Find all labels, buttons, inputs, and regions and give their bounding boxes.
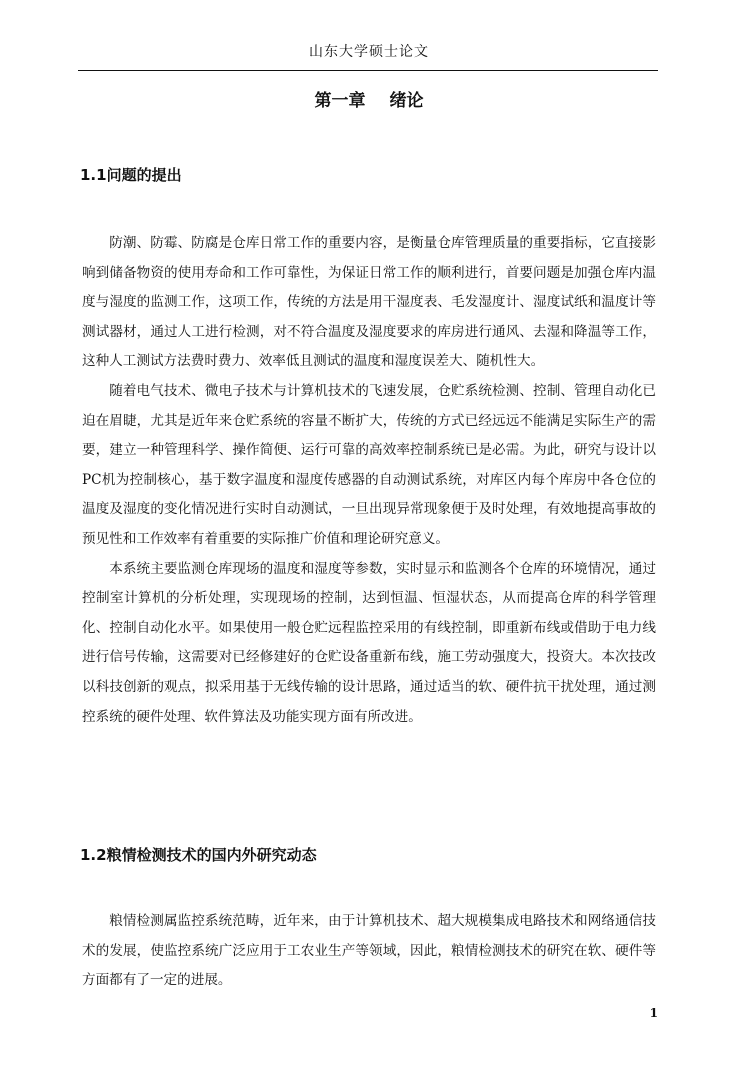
header-rule [78,70,658,71]
section-1-2-body [82,907,656,996]
running-header: 山东大学硕士论文 [309,44,429,60]
paragraph: 随着电气技术、微电子技术与计算机技术的飞速发展，仓贮系统检测、控制、管理自动化已迫在眉睫，尤其是近年来仓贮系统的容量不断扩大，传统的方式已经远远不能满足实际生产的需要，建立一种管理科学、操作简便、运行可靠的高效率控制系统已是必需。为此，研究与设计以PC机为控制核心，基于数字温度和湿度传感器的自动测试系统，对库区内每个库房中各仓位的温度及湿度的变化情况进行实时自动测试，一旦出现异常现象便于及时处理，有效地提高事故的预见性和工作效率有着重要的实际推广价值和理论研究意义。 [82,382,656,547]
section-1-1-body [82,229,656,732]
section-heading-1-1: 1.1问题的提出 [80,166,182,184]
paragraph: 防潮、防霉、防腐是仓库日常工作的重要内容，是衡量仓库管理质量的重要指标，它直接影响到储备物资的使用寿命和工作可靠性，为保证日常工作的顺利进行，首要问题是加强仓库内温度与湿度的监测工作，这项工作，传统的方法是用干湿度表、毛发湿度计、湿度试纸和温度计等测试器材，通过人工进行检测，对不符合温度及湿度要求的库房进行通风、去湿和降温等工作，这种人工测试方法费时费力、效率低且测试的温度和湿度误差大、随机性大。 [82,235,656,370]
paragraph: 粮情检测属监控系统范畴，近年来，由于计算机技术、超大规模集成电路技术和网络通信技术的发展，使监控系统广泛应用于工农业生产等领域，因此，粮情检测技术的研究在软、硬件等方面都有了一定的进展。 [82,913,656,989]
section-heading-1-2: 1.2粮情检测技术的国内外研究动态 [80,846,317,864]
chapter-title: 第一章 绪论 [314,91,424,111]
paragraph: 本系统主要监测仓库现场的温度和湿度等参数，实时显示和监测各个仓库的环境情况，通过控制室计算机的分析处理，实现现场的控制，达到恒温、恒湿状态，从而提高仓库的科学管理化、控制自动化水平。如果使用一般仓贮远程监控采用的有线控制，即重新布线或借助于电力线进行信号传输，这需要对已经修建好的仓贮设备重新布线，施工劳动强度大，投资大。本次技改以科技创新的观点，拟采用基于无线传输的设计思路，通过适当的软、硬件抗干扰处理，通过测控系统的硬件处理、软件算法及功能实现方面有所改进。 [82,560,656,725]
page-number: 1 [649,1006,658,1020]
